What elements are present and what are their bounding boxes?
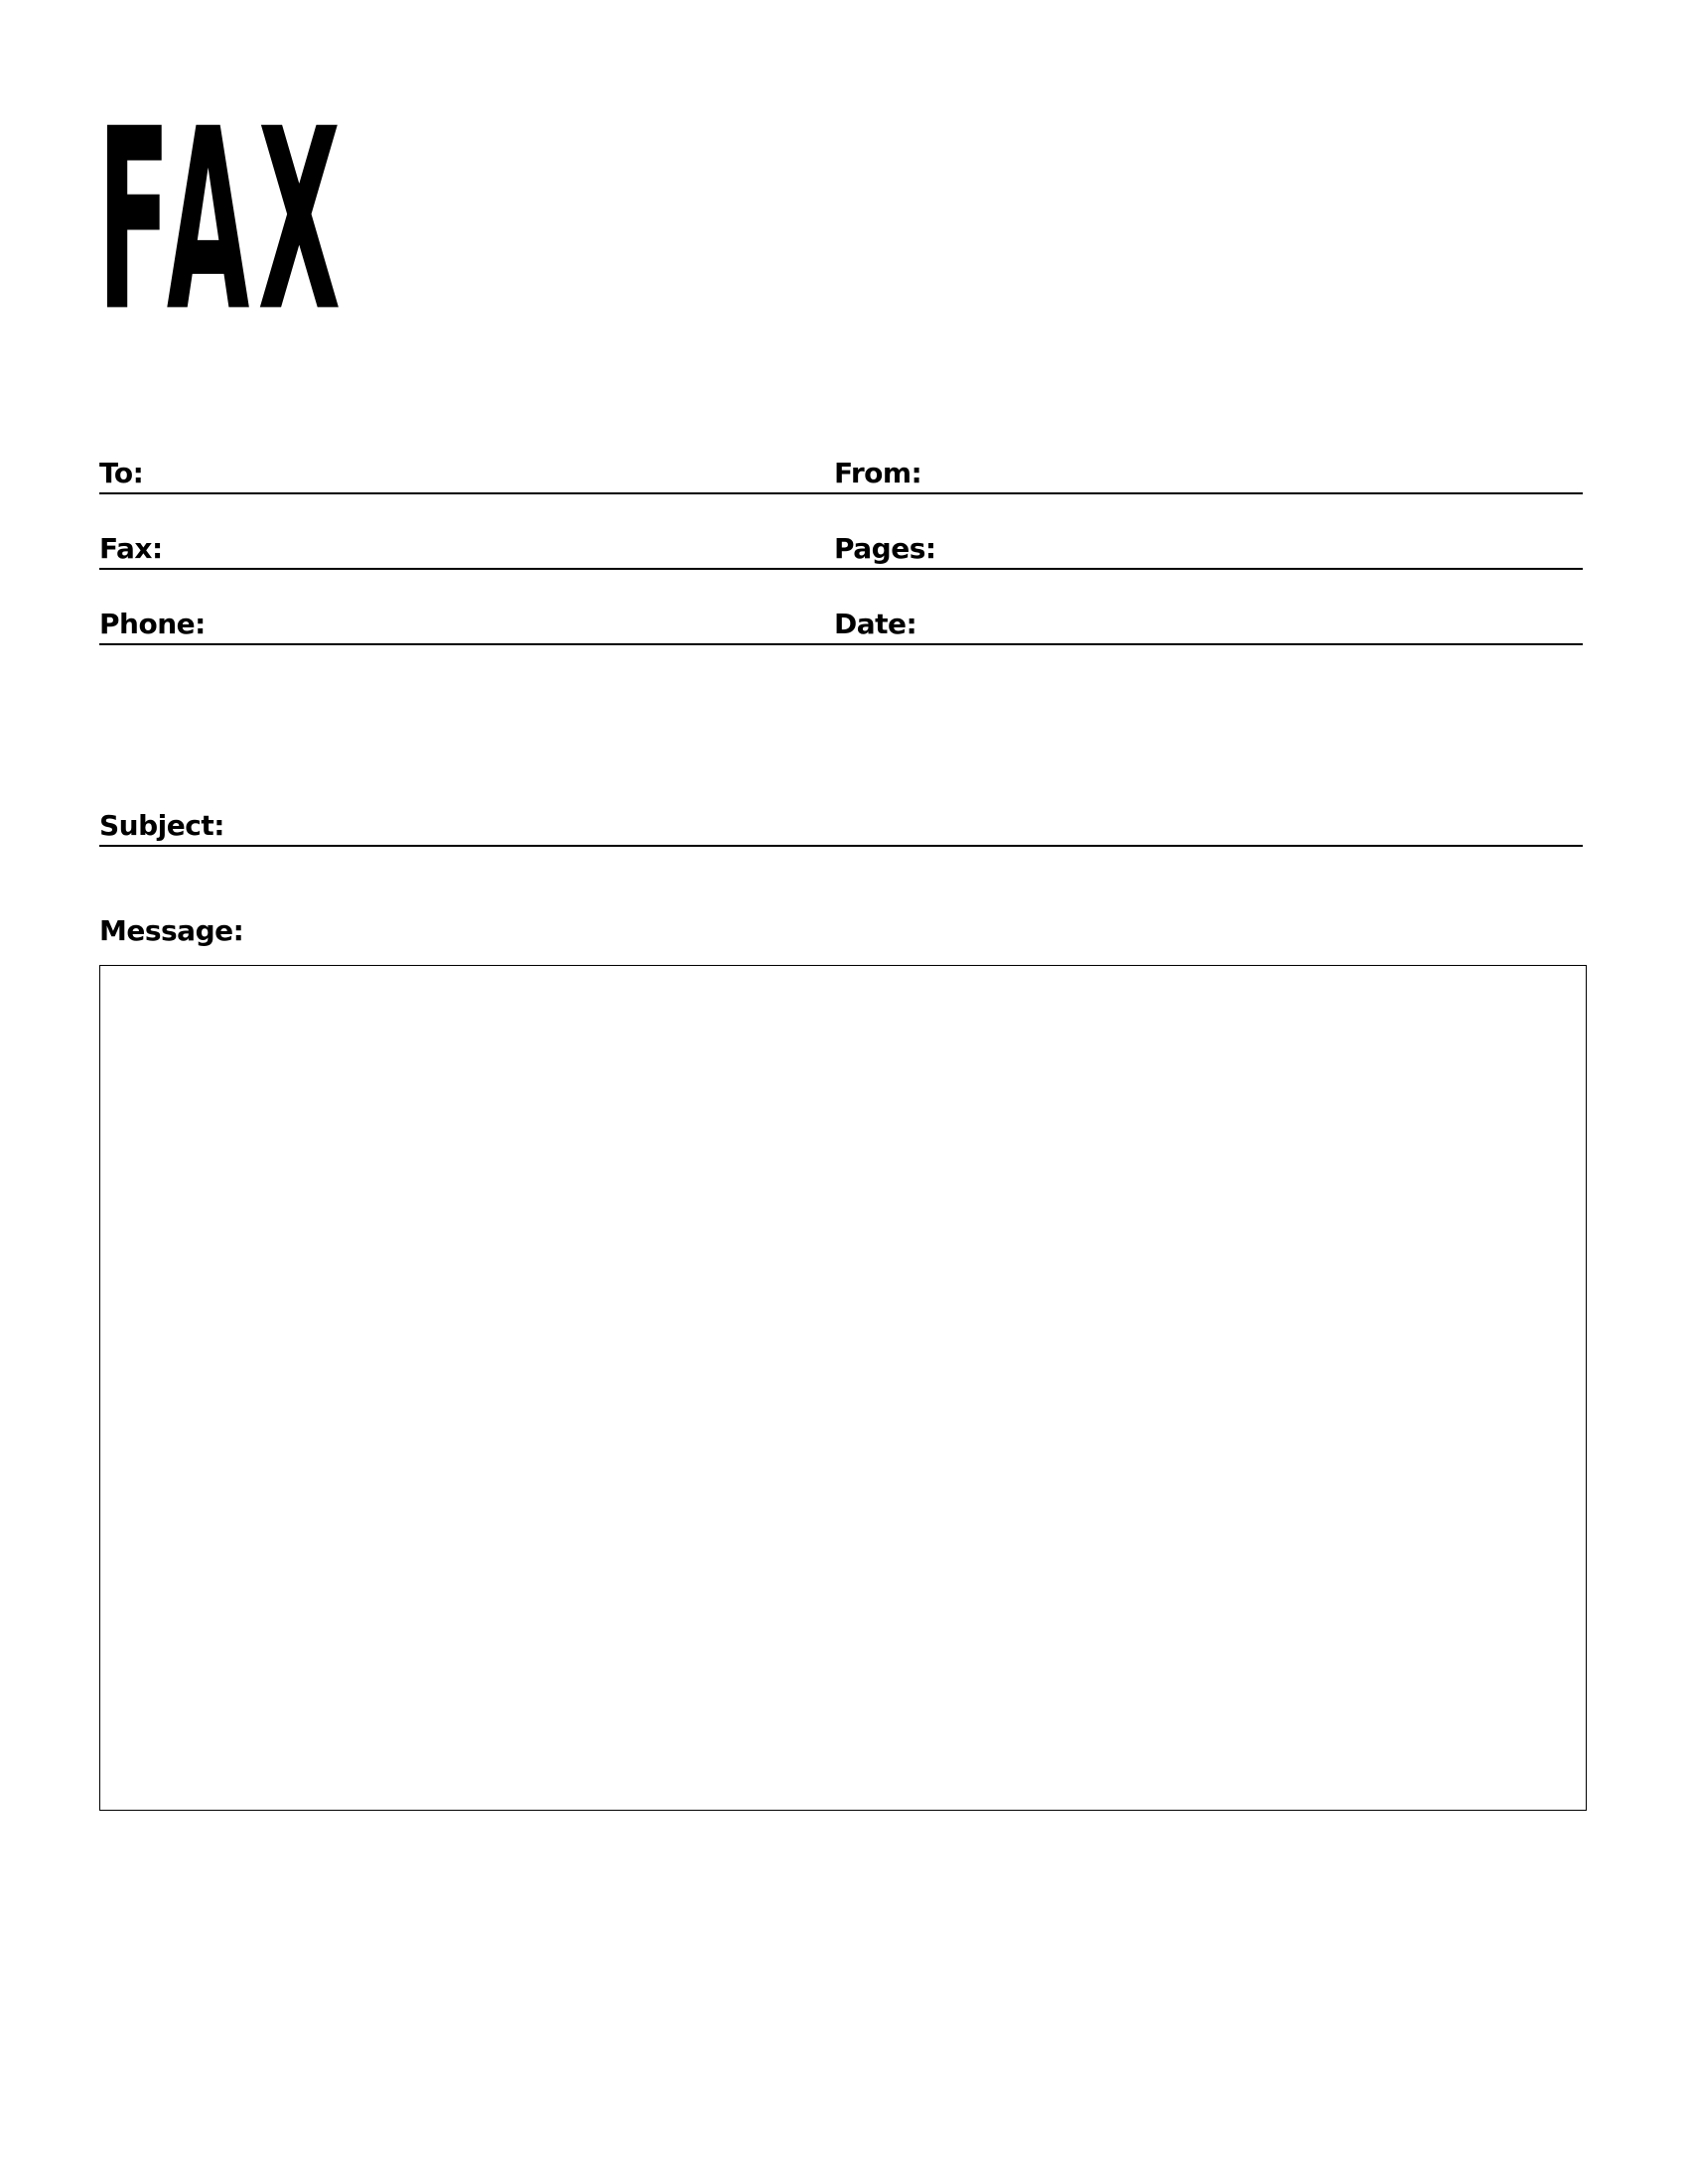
to-field xyxy=(99,453,814,492)
fax-pages-row xyxy=(99,528,1583,570)
phone-field xyxy=(99,604,814,643)
pages-input[interactable] xyxy=(946,530,1583,566)
phone-input[interactable] xyxy=(215,606,814,641)
message-label: Message: xyxy=(99,914,244,947)
to-input[interactable] xyxy=(153,455,814,490)
fax-input[interactable] xyxy=(173,530,814,566)
pages-field xyxy=(834,528,1583,568)
fax-field xyxy=(99,528,814,568)
subject-input[interactable] xyxy=(234,807,1583,843)
fax-title: FAX xyxy=(97,76,350,367)
subject-row xyxy=(99,805,1583,847)
date-input[interactable] xyxy=(926,606,1583,641)
phone-date-row xyxy=(99,604,1583,645)
subject-label: Subject: xyxy=(99,808,224,842)
from-label: From: xyxy=(834,456,922,489)
subject-field xyxy=(99,805,1583,845)
from-input[interactable] xyxy=(931,455,1583,490)
pages-label: Pages: xyxy=(834,531,936,565)
to-label: To: xyxy=(99,456,144,489)
date-field xyxy=(834,604,1583,643)
from-field xyxy=(834,453,1583,492)
date-label: Date: xyxy=(834,607,917,640)
message-textarea[interactable] xyxy=(99,965,1587,1811)
fax-label: Fax: xyxy=(99,531,163,565)
phone-label: Phone: xyxy=(99,607,206,640)
to-from-row xyxy=(99,453,1583,494)
